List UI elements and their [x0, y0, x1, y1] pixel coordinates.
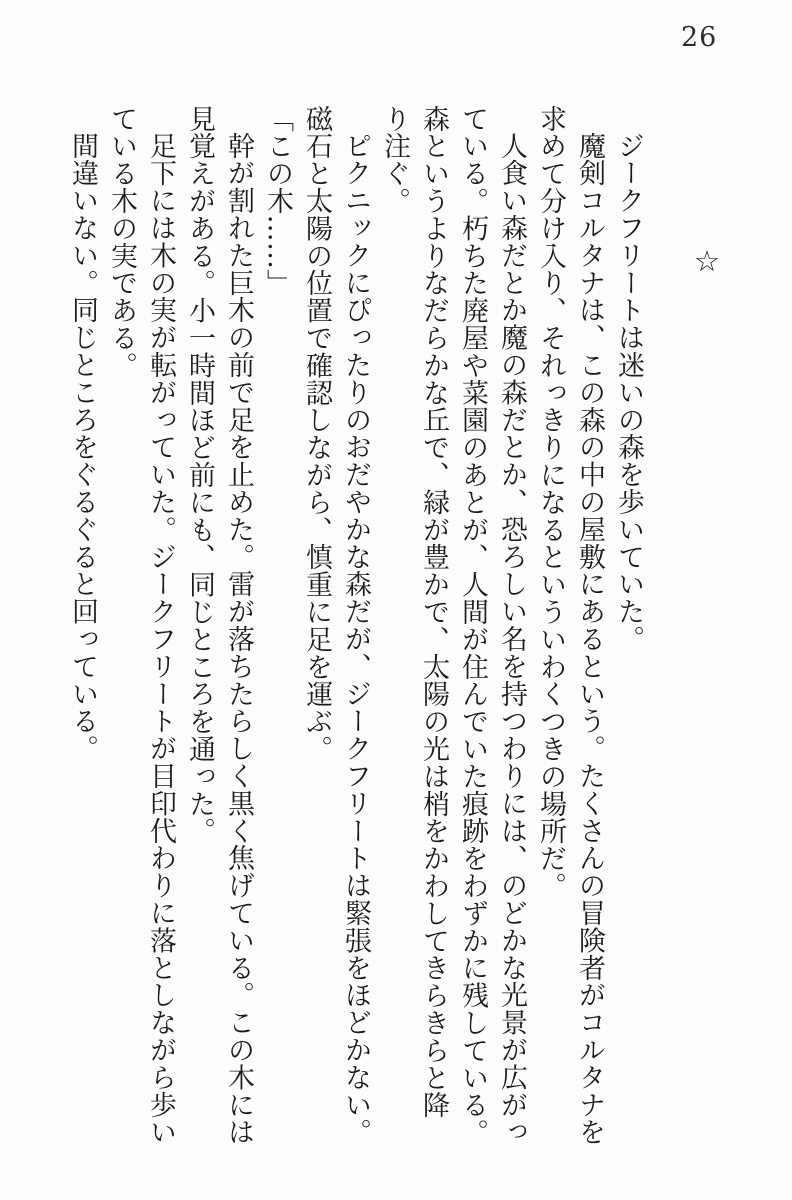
text-line: 見覚えがある。小一時間ほど前にも、同じところを通った。	[184, 105, 215, 845]
text-line: 幹が割れた巨木の前で足を止めた。雷が落ちたらしく黒く焦げている。この木には	[223, 132, 254, 1146]
text-line: ピクニックにぴったりのおだやかな森だが、ジークフリートは緊張をほどかない。	[340, 132, 371, 1146]
text-line: り注ぐ。	[379, 105, 410, 215]
text-line: 磁石と太陽の位置で確認しながら、慎重に足を運ぶ。	[301, 105, 332, 763]
text-line: 「この木……」	[262, 105, 293, 297]
page-number: 26	[681, 22, 718, 53]
text-line: 求めて分け入り、それっきりになるといういわくつきの場所だ。	[535, 105, 566, 900]
text-line: 人食い森だとか魔の森だとか、恐ろしい名を持つわりには、のどかな光景が広がっ	[496, 132, 527, 1146]
text-line: ている木の実である。	[106, 105, 137, 379]
text-line: 足下には木の実が転がっていた。ジークフリートが目印代わりに落としながら歩い	[145, 132, 176, 1146]
text-flow	[63, 105, 726, 1155]
text-line: 森というよりなだらかな丘で、緑が豊かで、太陽の光は梢をかわしてきらきらと降	[418, 105, 449, 1119]
text-line: ジークフリートは迷いの森を歩いていた。	[613, 132, 644, 653]
section-break-star: ☆	[690, 244, 724, 279]
text-line: ている。朽ちた廃屋や菜園のあとが、人間が住んでいた痕跡をわずかに残している。	[457, 105, 488, 1147]
text-line: 間違いない。同じところをぐるぐると回っている。	[67, 132, 98, 763]
text-line: 魔剣コルタナは、この森の中の屋敷にあるという。たくさんの冒険者がコルタナを	[574, 132, 605, 1146]
blank-line	[648, 105, 687, 1155]
